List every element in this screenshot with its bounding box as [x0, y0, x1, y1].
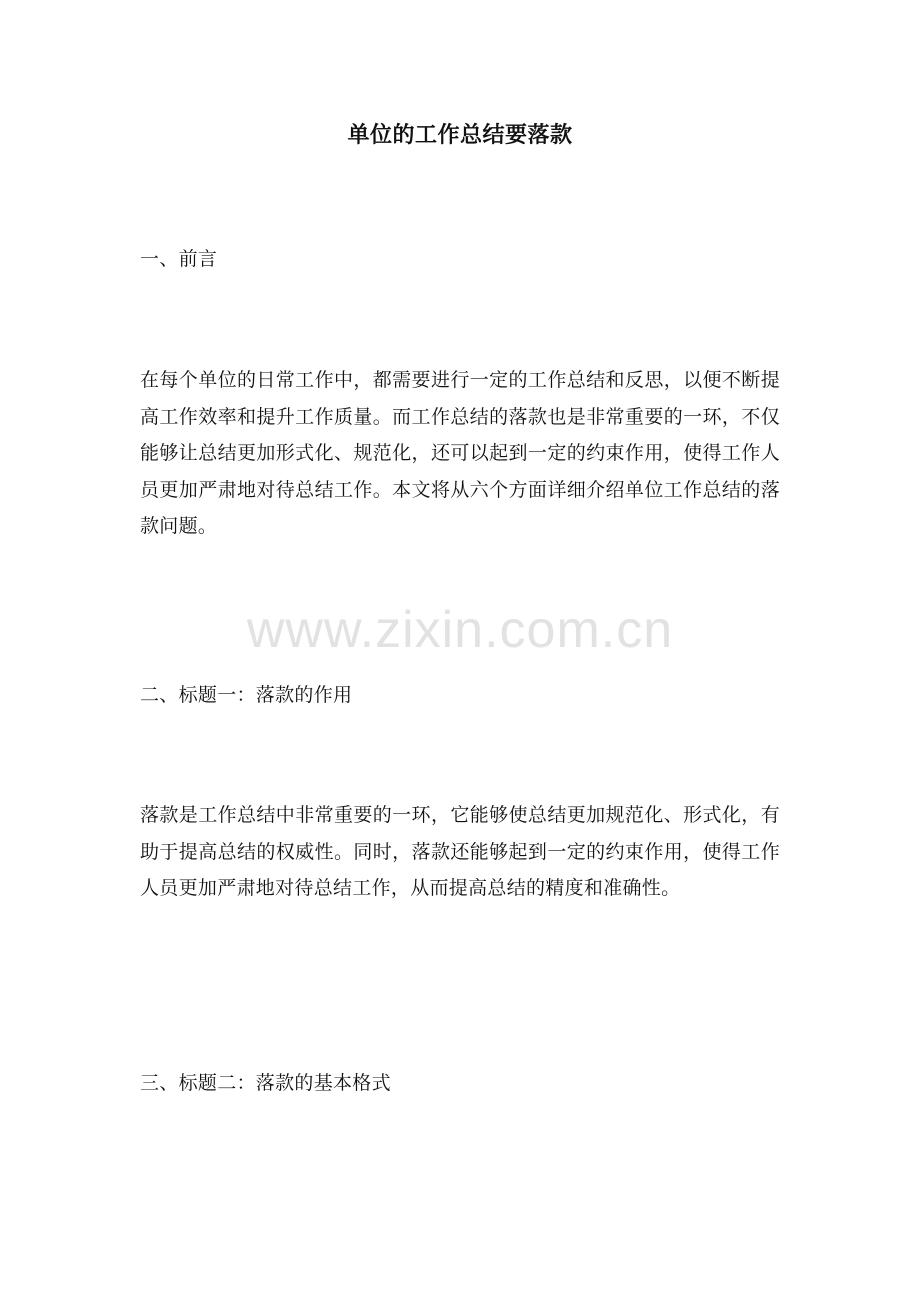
document-title: 单位的工作总结要落款 [347, 122, 573, 148]
section-heading-preface: 一、前言 [140, 248, 218, 270]
section-paragraph-preface: 在每个单位的日常工作中，都需要进行一定的工作总结和反思，以便不断提高工作效率和提升工作质量。而工作总结的落款也是非常重要的一环，不仅能够让总结更加形式化、规范化，还可以起到一定的约束作用，使得工作人员更加严肃地对待总结工作。本文将从六个方面详细介绍单位工作总结的落款问题。 [140, 369, 780, 537]
section-heading-role: 二、标题一：落款的作用 [140, 684, 353, 706]
watermark-text: www.zixin.com.cn [246, 601, 674, 659]
section-paragraph-role: 落款是工作总结中非常重要的一环，它能够使总结更加规范化、形式化，有助于提高总结的权威性。同时，落款还能够起到一定的约束作用，使得工作人员更加严肃地对待总结工作，从而提高总结的精度和准确性。 [140, 804, 780, 899]
section-heading-format: 三、标题二：落款的基本格式 [140, 1072, 391, 1094]
